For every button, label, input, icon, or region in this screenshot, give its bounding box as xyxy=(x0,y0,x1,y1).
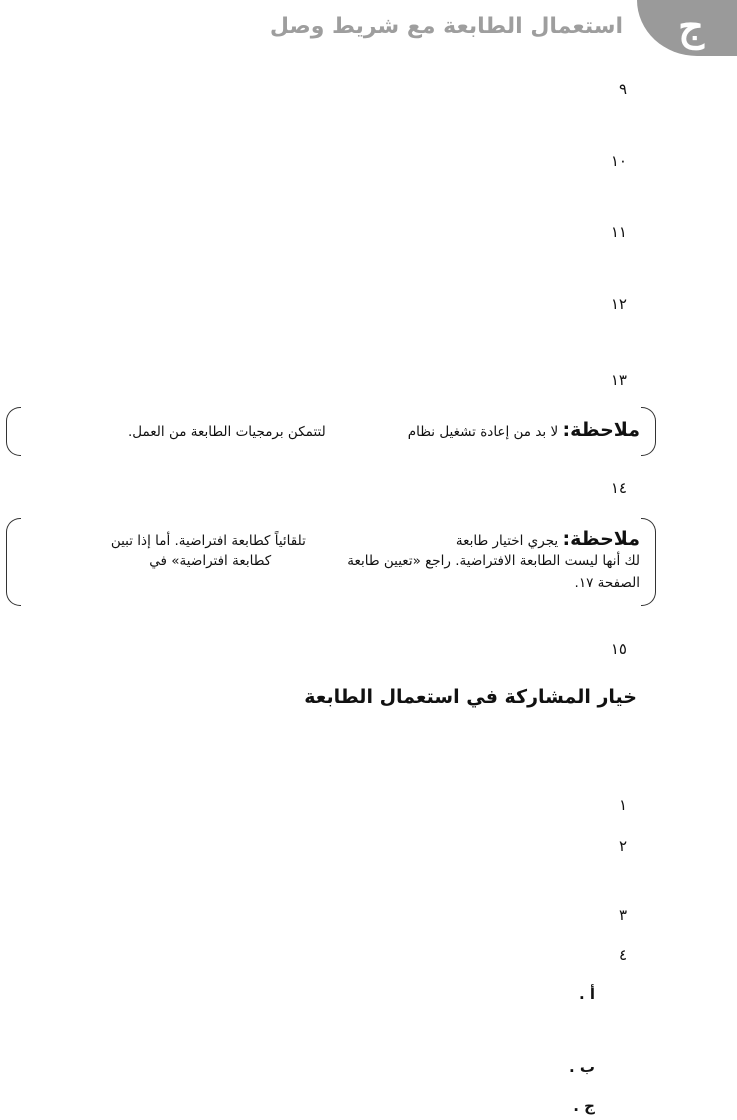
step-number-15: ١٥ xyxy=(610,640,627,658)
note-bracket-left xyxy=(6,407,21,456)
note-restart: ملاحظة: لا بد من إعادة تشغيل نظاملتتمكن برمجيات الطابعة من العمل. xyxy=(6,407,656,456)
step-number-13: ١٣ xyxy=(610,371,627,389)
step-number-14: ١٤ xyxy=(610,479,627,497)
step-number-9: ٩ xyxy=(618,80,627,98)
note-label: ملاحظة xyxy=(570,528,640,550)
note-text-line2-part1: لك أنها ليست الطابعة الافتراضية. راجع «تعيين طابعة xyxy=(347,553,640,569)
note-bracket-right xyxy=(641,518,656,606)
note-text-part1: لا بد من إعادة تشغيل نظام xyxy=(407,424,559,440)
section-step-number-1: ١ xyxy=(618,796,627,814)
chapter-letter: ج xyxy=(678,3,704,50)
substep-alef: أ . xyxy=(578,985,595,1003)
section-heading: خيار المشاركة في استعمال الطابعة xyxy=(304,686,637,708)
note-text-line2-part2: كطابعة افتراضية» في xyxy=(149,553,272,569)
note-text-part2: لتتمكن برمجيات الطابعة من العمل. xyxy=(127,424,326,440)
substep-jim: ج . xyxy=(573,1097,595,1115)
note-default-printer: ملاحظة: يجري اختيار طابعةتلقائياً كطابعة افتراضية. أما إذا تبين لك أنها ليست الطابعة الافتراضية. راجع «تعيين طابعةكطابعة افتراضية» في الصفحة ١٧. xyxy=(6,518,656,606)
note-bracket-right xyxy=(641,407,656,456)
page-header-title: استعمال الطابعة مع شريط وصل xyxy=(269,14,623,39)
note-text-line1-part2: تلقائياً كطابعة افتراضية. أما إذا تبين xyxy=(110,533,306,549)
note-bracket-left xyxy=(6,518,21,606)
step-number-10: ١٠ xyxy=(610,152,627,170)
note-label: ملاحظة xyxy=(570,419,640,441)
note-text-line3: الصفحة ١٧. xyxy=(574,575,640,591)
section-step-number-4: ٤ xyxy=(618,946,627,964)
section-step-number-2: ٢ xyxy=(618,837,627,855)
note-text-line1-part1: يجري اختيار طابعة xyxy=(455,533,559,549)
step-number-12: ١٢ xyxy=(610,295,627,313)
section-step-number-3: ٣ xyxy=(618,906,627,924)
substep-ba: ب . xyxy=(569,1058,595,1076)
step-number-11: ١١ xyxy=(610,223,627,241)
